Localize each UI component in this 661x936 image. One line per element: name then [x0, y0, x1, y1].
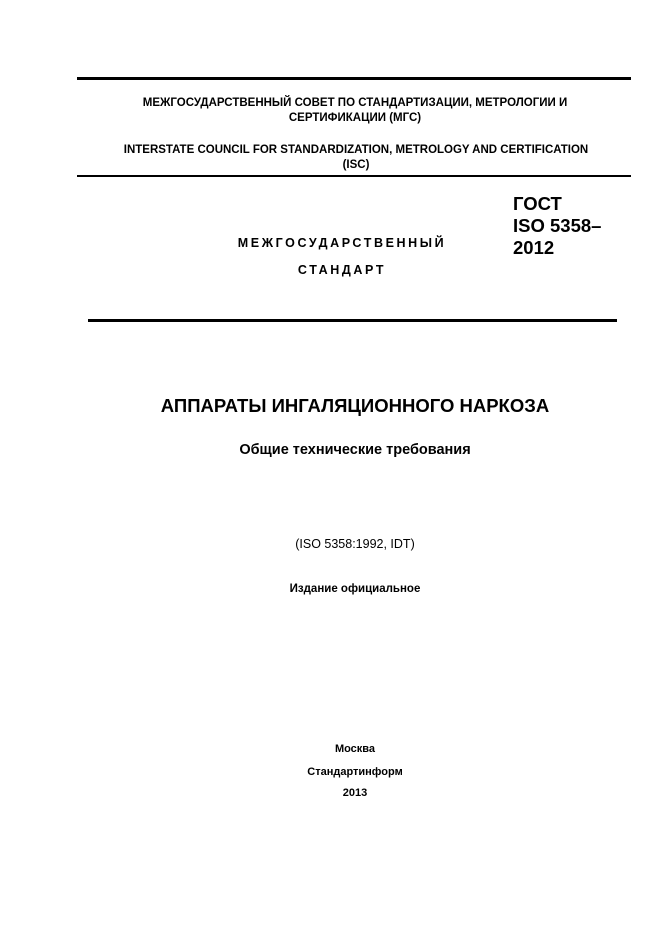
top-rule: [77, 77, 631, 80]
council-en-line-1: INTERSTATE COUNCIL FOR STANDARDIZATION, METROLOGY AND CERTIFICATION: [123, 144, 589, 156]
council-ru-line-1: МЕЖГОСУДАРСТВЕННЫЙ СОВЕТ ПО СТАНДАРТИЗАЦИИ, МЕТРОЛОГИИ И: [142, 97, 568, 109]
designation-line-2: ISO 5358–: [513, 215, 602, 236]
document-subtitle: Общие технические требования: [239, 442, 471, 458]
council-name-en: [80, 143, 632, 173]
standard-type-line-2: СТАНДАРТ: [297, 263, 387, 277]
edition-note: Издание официальное: [289, 583, 421, 595]
imprint-city: Москва: [334, 743, 376, 755]
middle-rule: [77, 175, 631, 177]
document-title: АППАРАТЫ ИНГАЛЯЦИОННОГО НАРКОЗА: [160, 395, 550, 416]
iso-reference: (ISO 5358:1992, IDT): [295, 537, 415, 551]
council-en-line-2: (ISC): [342, 159, 370, 171]
council-name-ru: [90, 96, 620, 126]
designation-line-1: ГОСТ: [513, 193, 562, 214]
title-separator-rule: [88, 319, 617, 322]
imprint-publisher: Стандартинформ: [307, 766, 403, 778]
standard-designation: [513, 193, 601, 259]
standard-type-line-1: МЕЖГОСУДАРСТВЕННЫЙ: [237, 236, 447, 250]
imprint-year: 2013: [342, 787, 368, 799]
designation-line-3: 2012: [513, 237, 555, 258]
council-ru-line-2: СЕРТИФИКАЦИИ (МГС): [288, 112, 422, 124]
